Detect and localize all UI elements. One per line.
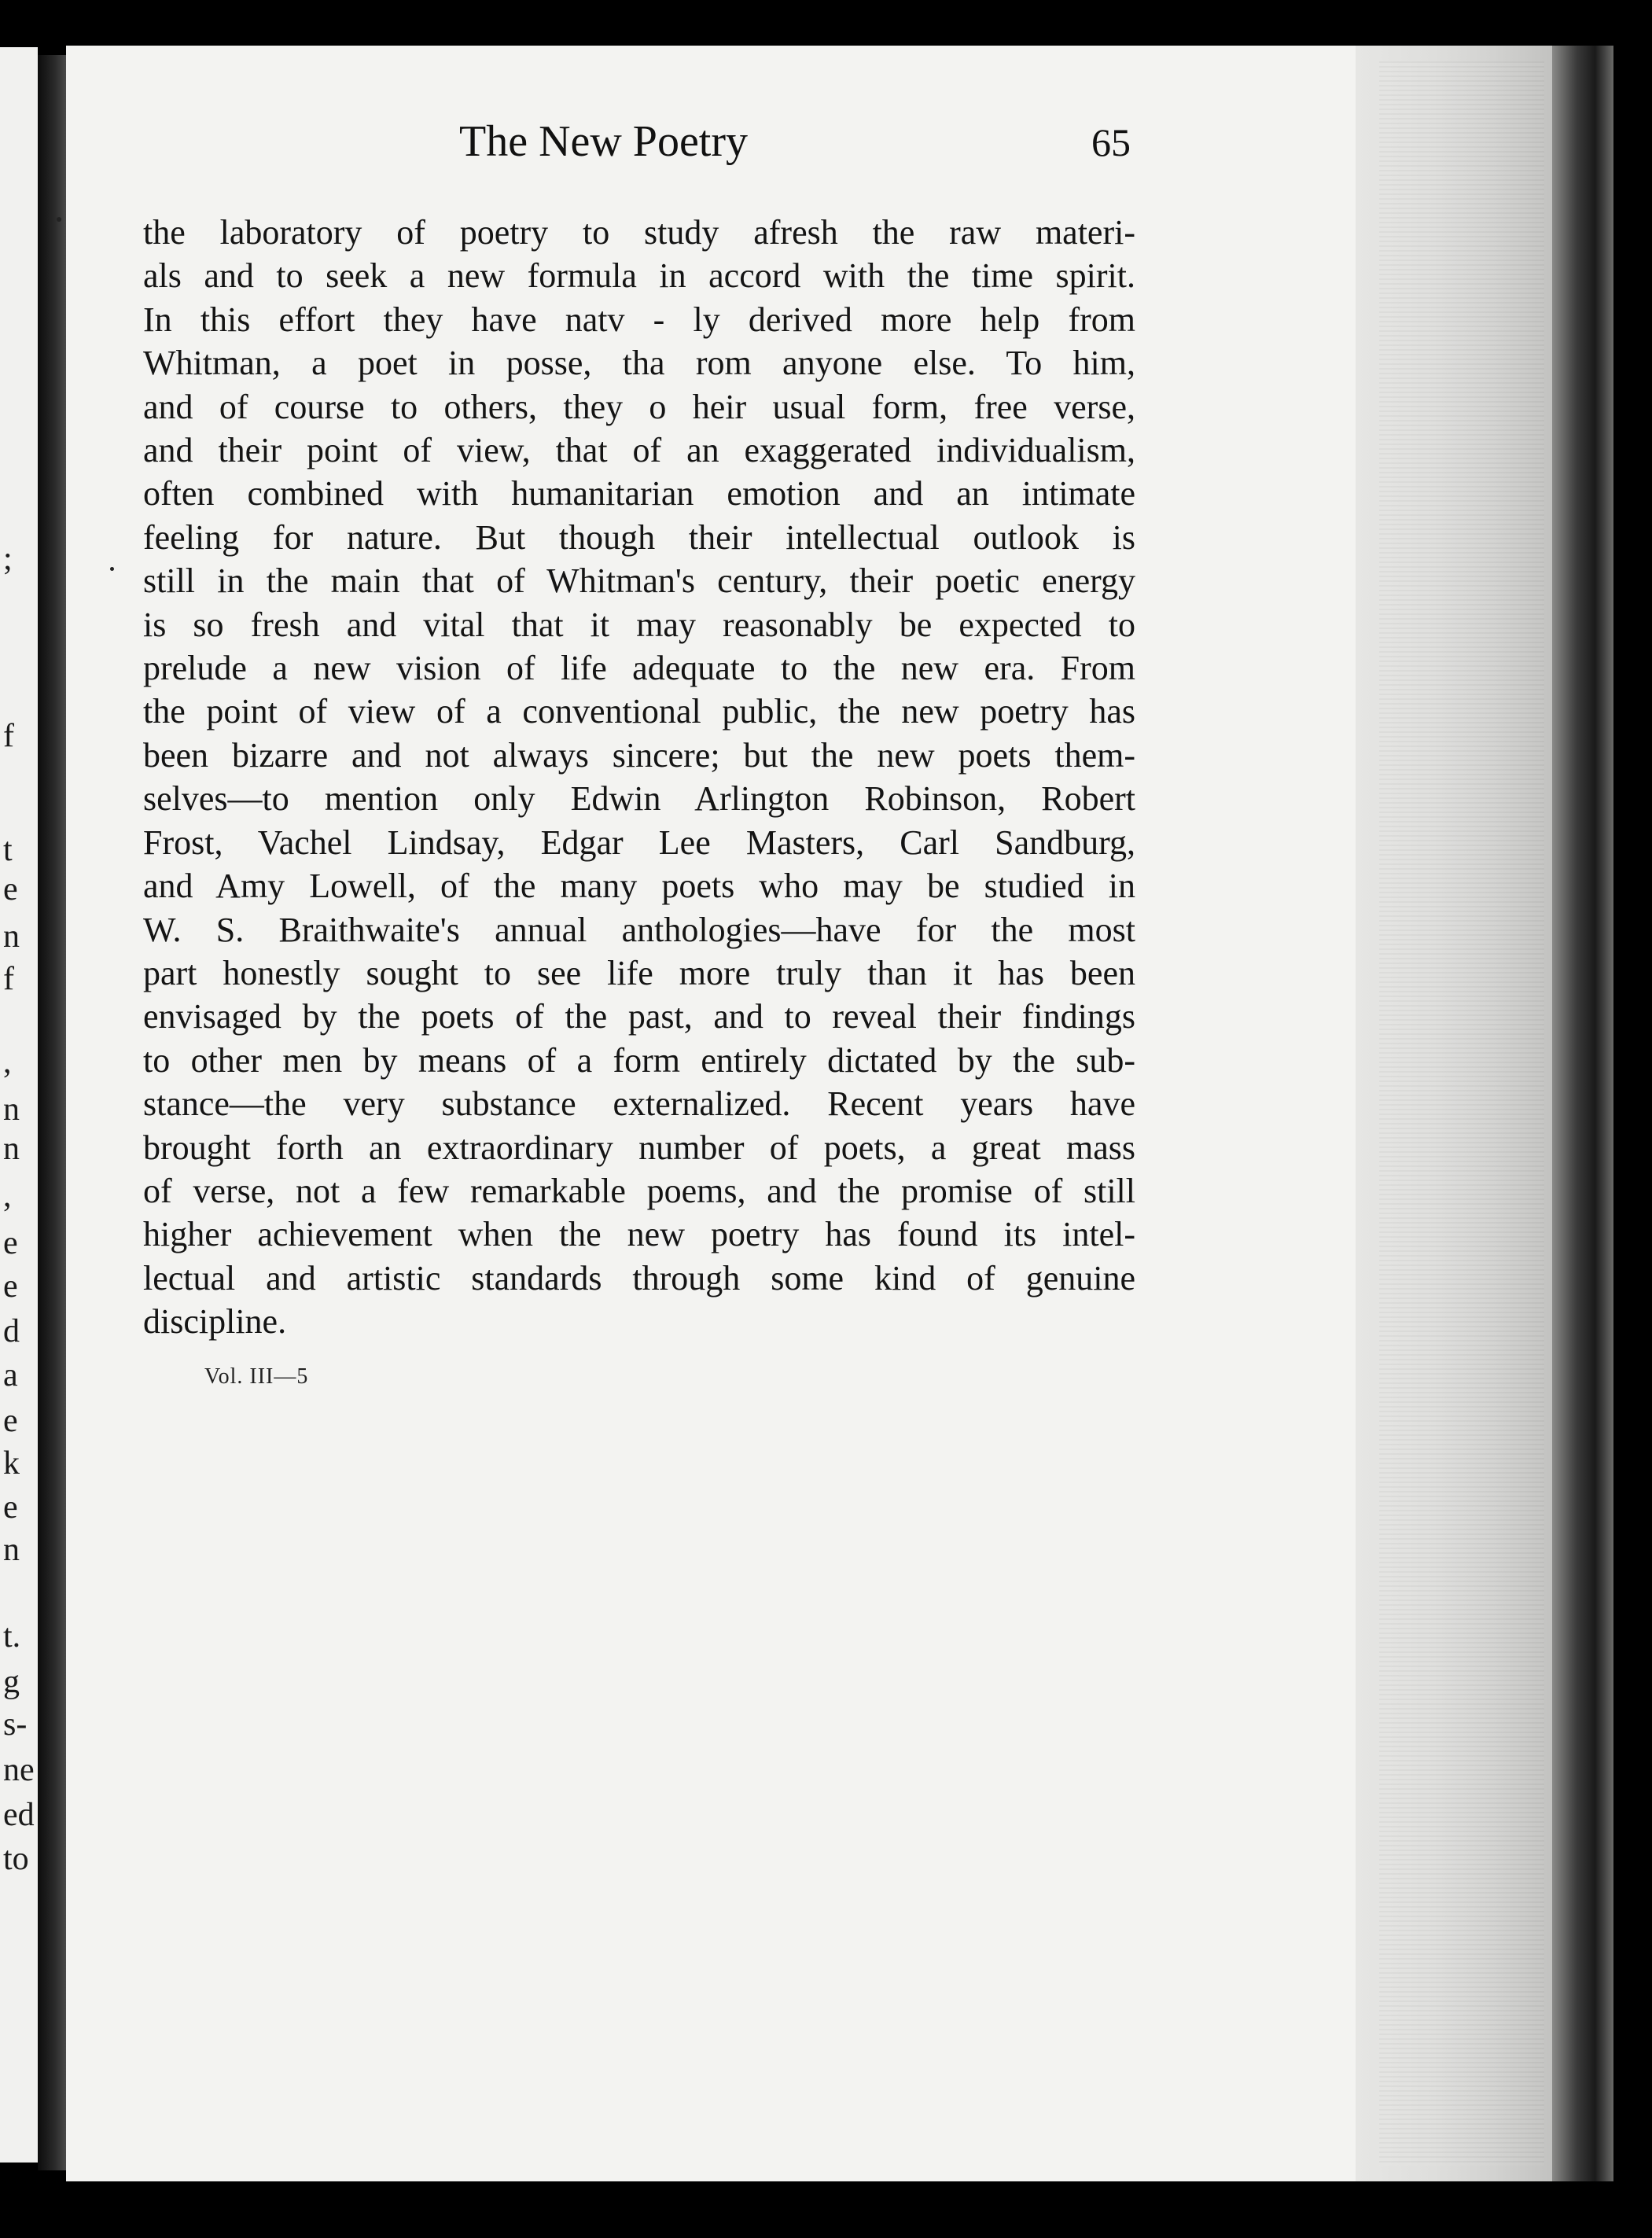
left-page-fragment: k [3, 1445, 20, 1482]
body-line: In this effort they have natv - ly derived more help from [143, 300, 1135, 339]
left-page-fragment: n [3, 1131, 20, 1167]
body-line: Whitman, a poet in posse, tha rom anyone else. To him, [143, 344, 1135, 383]
left-page-fragment: n [3, 918, 20, 955]
signature-mark: Vol. III—5 [204, 1364, 309, 1389]
left-page-fragment: d [3, 1313, 20, 1349]
left-page-fragment: a [3, 1357, 18, 1393]
body-line: been bizarre and not always sincere; but the new poets them- [143, 735, 1135, 775]
book-gutter [38, 55, 66, 2170]
left-page-fragment: s- [3, 1706, 28, 1743]
body-line: discipline. [143, 1302, 287, 1342]
left-page-fragment: to [3, 1841, 29, 1877]
body-line: to other men by means of a form entirely dictated by the sub- [143, 1040, 1135, 1080]
body-line: often combined with humanitarian emotion and an intimate [143, 474, 1135, 513]
body-line: brought forth an extraordinary number of poets, a great mass [143, 1128, 1135, 1167]
left-page-fragment: , [3, 1044, 12, 1080]
left-page-fragment: ; [3, 541, 13, 577]
page-edges [1356, 46, 1552, 2181]
left-page-fragment: e [3, 1268, 18, 1305]
body-line: envisaged by the poets of the past, and to reveal their findings [143, 997, 1135, 1036]
left-page-fragment: , [3, 1178, 12, 1214]
left-page-fragment: ed [3, 1797, 35, 1833]
body-line: lectual and artistic standards through some kind of genuine [143, 1258, 1135, 1298]
body-line: and of course to others, they o heir usual form, free verse, [143, 387, 1135, 426]
body-line: the point of view of a conventional public, the new poetry has [143, 692, 1135, 731]
body-line: and Amy Lowell, of the many poets who may be studied in [143, 867, 1135, 906]
body-line: and their point of view, that of an exaggerated individualism, [143, 431, 1135, 470]
running-head-title: The New Poetry [459, 117, 749, 166]
left-page-fragment: e [3, 871, 18, 907]
left-page-fragment: n [3, 1532, 20, 1568]
left-page-fragment: g [3, 1664, 20, 1700]
left-page-fragment: e [3, 1403, 18, 1439]
body-line: feeling for nature. But though their intellectual outlook is [143, 517, 1135, 557]
left-page-fragment: f [3, 961, 14, 997]
body-line: prelude a new vision of life adequate to the new era. From [143, 649, 1135, 688]
body-line: the laboratory of poetry to study afresh the raw materi- [143, 213, 1135, 252]
left-page-fragment: t [3, 832, 13, 868]
previous-page-edge [0, 47, 38, 2163]
left-page-fragment: n [3, 1091, 20, 1128]
left-page-fragment: t. [3, 1618, 21, 1655]
cover-edge [1552, 46, 1613, 2181]
left-page-fragment: e [3, 1489, 18, 1526]
print-speck [110, 567, 114, 571]
left-page-fragment: ne [3, 1752, 35, 1788]
body-line: stance—the very substance externalized. Recent years have [143, 1084, 1135, 1124]
left-page-fragment: f [3, 718, 14, 754]
body-line: Frost, Vachel Lindsay, Edgar Lee Masters, Carl Sandburg, [143, 823, 1135, 862]
body-line: higher achievement when the new poetry has found its intel- [143, 1215, 1135, 1254]
print-speck [57, 217, 61, 222]
body-line: is so fresh and vital that it may reasonably be expected to [143, 605, 1135, 644]
body-line: als and to seek a new formula in accord with the time spirit. [143, 256, 1135, 296]
left-page-fragment: e [3, 1225, 18, 1261]
body-line: of verse, not a few remarkable poems, and the promise of still [143, 1171, 1135, 1210]
body-line: still in the main that of Whitman's century, their poetic energy [143, 561, 1135, 601]
page-number: 65 [1091, 120, 1131, 164]
body-line: part honestly sought to see life more truly than it has been [143, 953, 1135, 992]
body-line: W. S. Braithwaite's annual anthologies—have for the most [143, 910, 1135, 949]
body-text [143, 211, 1135, 1344]
body-line: selves—to mention only Edwin Arlington Robinson, Robert [143, 779, 1135, 819]
